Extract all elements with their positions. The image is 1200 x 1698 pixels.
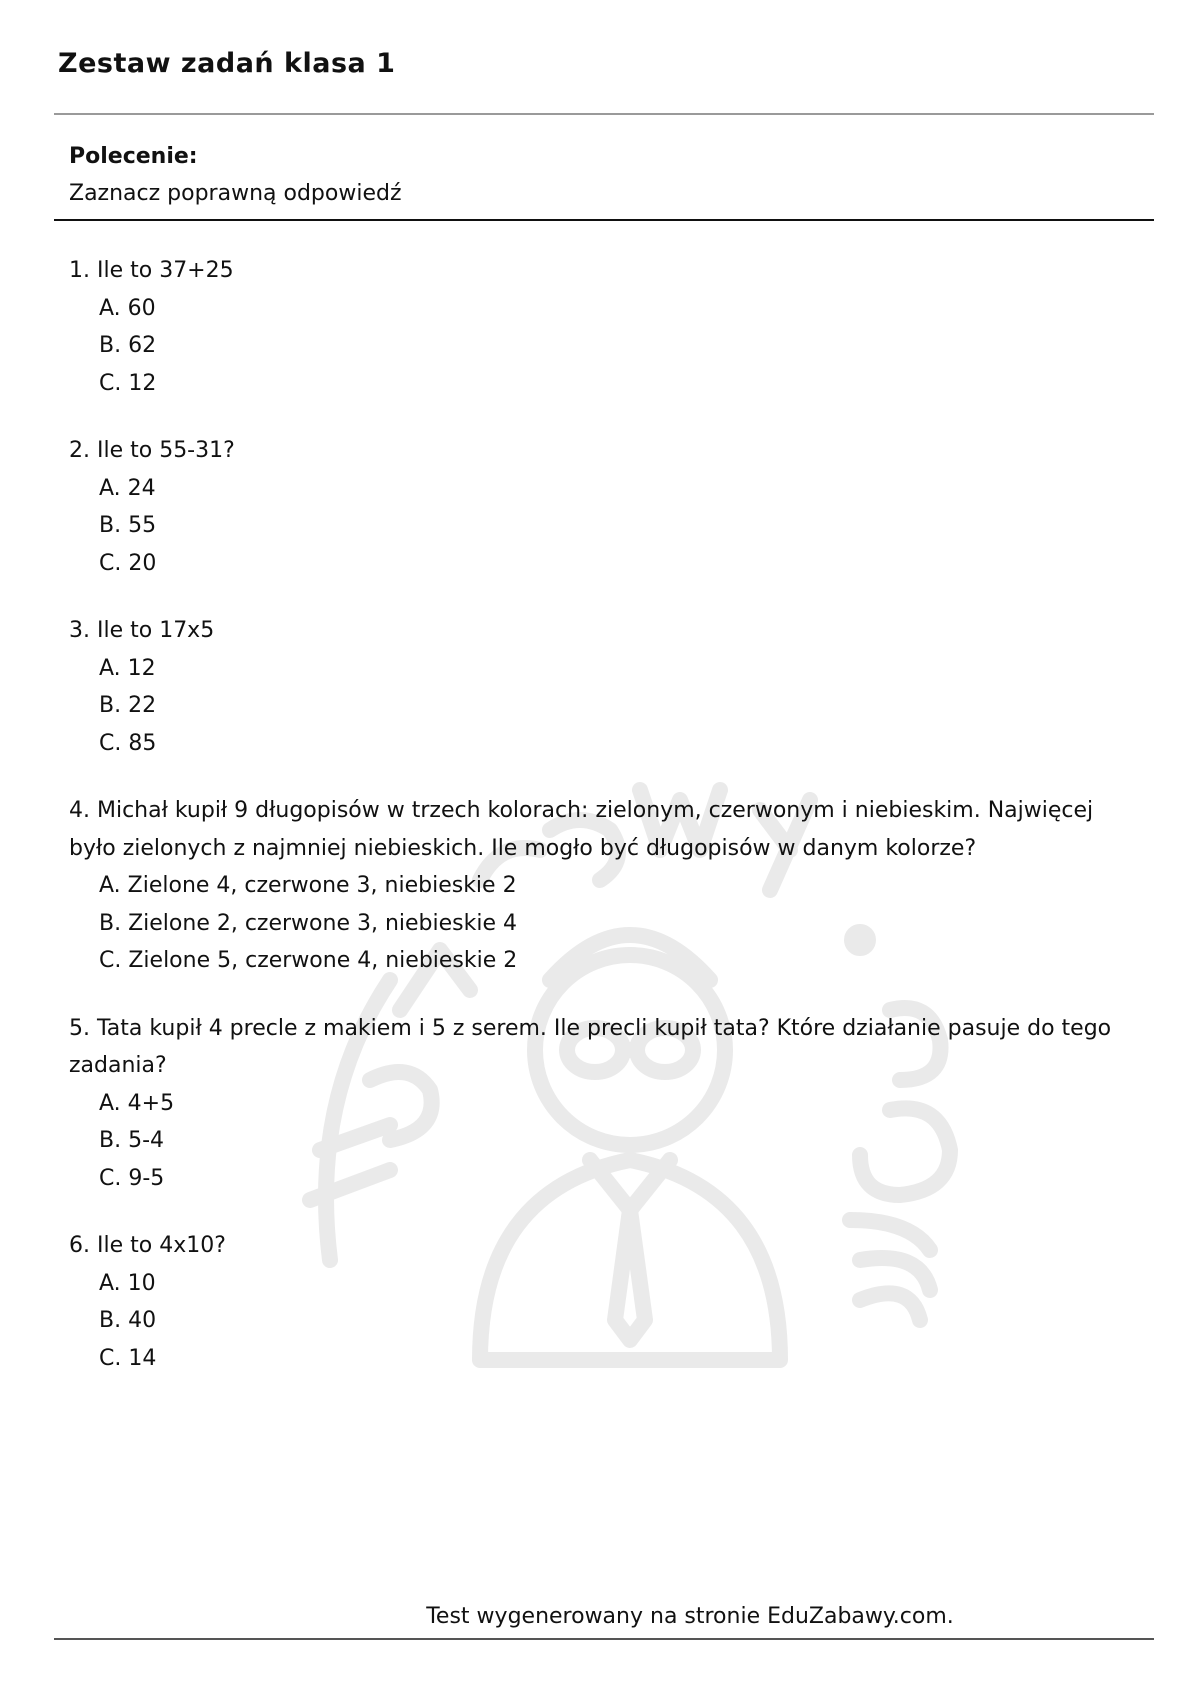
question-list bbox=[69, 252, 1139, 1407]
question-2 bbox=[69, 432, 1139, 582]
question-text: 4. Michał kupił 9 długopisów w trzech kolorach: zielonym, czerwonym i niebieskim. Najwięcej było zielonych z najmniej niebieskich. Ile mogło być długopisów w danym kolorze? bbox=[69, 798, 1094, 861]
answer-option-b[interactable]: B. 40 bbox=[99, 1308, 157, 1333]
answer-option-b[interactable]: B. Zielone 2, czerwone 3, niebieskie 4 bbox=[99, 910, 517, 936]
question-text: 5. Tata kupił 4 precle z makiem i 5 z serem. Ile precli kupił tata? Które działanie pasuje do tego zadania? bbox=[69, 1015, 1112, 1078]
answer-option-a[interactable]: A. Zielone 4, czerwone 3, niebieskie 2 bbox=[99, 873, 517, 898]
answer-option-c[interactable]: C. Zielone 5, czerwone 4, niebieskie 2 bbox=[99, 948, 518, 973]
answer-option-b[interactable]: B. 22 bbox=[99, 693, 157, 718]
footer-divider bbox=[54, 1638, 1154, 1640]
answer-option-a[interactable]: A. 12 bbox=[99, 655, 156, 681]
question-text: 1. Ile to 37+25 bbox=[69, 258, 234, 283]
answer-list bbox=[69, 867, 1139, 980]
page-title: Zestaw zadań klasa 1 bbox=[58, 48, 396, 79]
answer-option-a[interactable]: A. 24 bbox=[99, 475, 156, 501]
answer-option-c[interactable]: C. 14 bbox=[99, 1345, 157, 1371]
answer-option-a[interactable]: A. 4+5 bbox=[99, 1090, 175, 1116]
answer-option-b[interactable]: B. 62 bbox=[99, 333, 157, 358]
question-5 bbox=[69, 1010, 1139, 1198]
title-divider bbox=[54, 113, 1154, 115]
question-1 bbox=[69, 252, 1139, 402]
answer-option-c[interactable]: C. 9-5 bbox=[99, 1165, 165, 1191]
question-text: 6. Ile to 4x10? bbox=[69, 1233, 226, 1258]
instruction-text: Zaznacz poprawną odpowiedź bbox=[69, 181, 402, 206]
answer-option-b[interactable]: B. 55 bbox=[99, 513, 157, 538]
answer-option-c[interactable]: C. 20 bbox=[99, 550, 157, 576]
answer-list bbox=[69, 1265, 1139, 1378]
question-3 bbox=[69, 612, 1139, 762]
question-6 bbox=[69, 1227, 1139, 1377]
answer-list bbox=[69, 1085, 1139, 1198]
instruction-label: Polecenie: bbox=[69, 144, 198, 169]
answer-option-c[interactable]: C. 12 bbox=[99, 370, 157, 396]
question-text: 2. Ile to 55-31? bbox=[69, 438, 235, 463]
question-4 bbox=[69, 792, 1139, 980]
answer-list bbox=[69, 470, 1139, 583]
answer-option-a[interactable]: A. 60 bbox=[99, 295, 156, 321]
question-text: 3. Ile to 17x5 bbox=[69, 618, 215, 643]
answer-list bbox=[69, 290, 1139, 403]
footer-credit: Test wygenerowany na stronie EduZabawy.com. bbox=[426, 1604, 954, 1629]
instruction-divider bbox=[54, 219, 1154, 221]
answer-option-a[interactable]: A. 10 bbox=[99, 1270, 156, 1296]
answer-option-c[interactable]: C. 85 bbox=[99, 730, 157, 756]
answer-option-b[interactable]: B. 5-4 bbox=[99, 1128, 165, 1153]
answer-list bbox=[69, 650, 1139, 763]
instruction-block bbox=[69, 138, 402, 212]
